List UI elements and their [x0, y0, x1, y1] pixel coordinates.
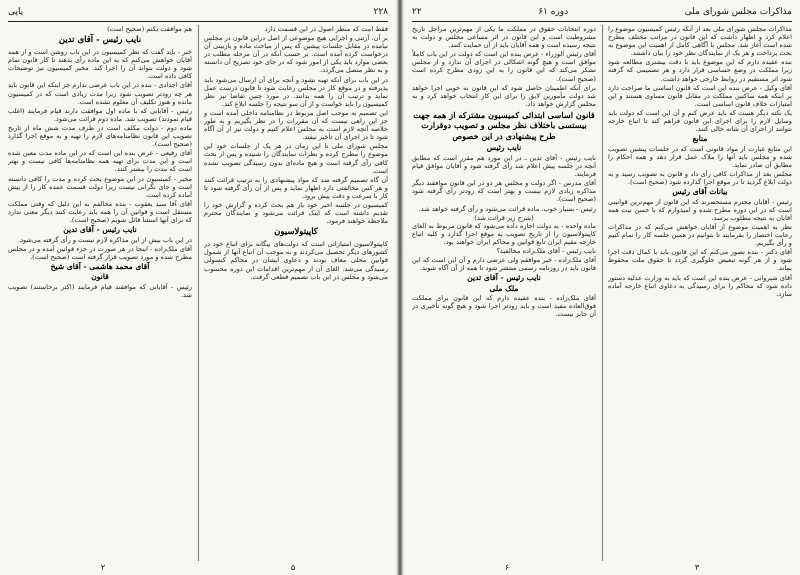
section-heading: نایب رئیس - آقای تدین: [58, 35, 142, 46]
speaker-heading: نایب رئیس - آقای تدین: [467, 273, 541, 283]
reading-note: (شرح زیر قرائت شد): [474, 213, 534, 222]
speaker-heading: قانون: [91, 272, 109, 282]
book-gutter: [396, 0, 404, 575]
header-rule: [412, 21, 792, 22]
paragraph: هم موافقت بکنم (صحیح است): [107, 25, 192, 33]
footer-number: ۵: [290, 563, 296, 572]
paragraph: نایب رئیس - آقای تدین ـ در این مورد هم مقرر است که مطابق آنچه در جلسه پیش اعلام شد رأی گرفته شود و آقایان موافق قیام فرمایند.: [412, 153, 596, 179]
paragraph: برای آنکه اطمینان حاصل شود که این قانون به خوبی اجرا خواهد شد دولت مأمورین لایق را برای این کار انتخاب خواهد کرد و به مجلس گزارش خواهد داد.: [412, 83, 596, 108]
paragraph: ماده دوم - دولت مکلف است در ظرف مدت شش ماه از تاریخ تصویب این قانون نظامنامه‌های لازم را تهیه و به موقع اجرا گذارد (صحیح است).: [8, 123, 192, 149]
bold-section-heading: قانون اساسی ابتدائی کمیسیون مشترکه از همه جهت بیستسی باختلاف نظر مجلس و تصویب دوقرارت طرح پیشنهادی در این خصوص: [413, 109, 595, 141]
left-page-number: ۲۲۸: [373, 7, 388, 17]
speaker-heading: نایب رئیس: [486, 143, 522, 153]
right-page-column-left: [412, 25, 596, 561]
speaker-heading: ملک ملی: [489, 283, 519, 293]
paragraph: این منابع عبارت از مواد قانونی است که در جلسات پیشین تصویب شده و مجلس باید آنها را ملاک عمل قرار دهد و همه احکام را مطابق آن صادر نماید.: [608, 144, 792, 169]
paragraph: مذاکرات مجلس شورای ملی بعد از آنکه رئیس کمیسیون موضوع را اعلام کرد و اظهار داشت که این قانون در مراتب مختلف مطرح شده است آغاز شد. مجلس با آگاهی کامل از اهمیت این موضوع به بحث پرداخت و هر یک از نمایندگان نظر خود را بیان داشتند.: [608, 25, 792, 58]
paragraph: دوره انتخابات حقوق در مملکت ما یکی از مهم‌ترین مراحل تاریخ مشروطیت است و این قانون در اثر مساعی مجلس و دولت به نتیجه رسیده است و همه آقایان باید از آن حمایت کنند.: [412, 25, 596, 50]
left-page-header: [8, 5, 388, 19]
right-page-column-right: [608, 25, 792, 561]
right-page-title: مذاکرات مجلس شورای ملی: [684, 7, 792, 17]
right-page-session: دوره ۶۱: [538, 7, 569, 17]
paragraph: آقای ملک‌زاده - اینجا در هر صورت در جزء قوانین آمده و در مجلس مطرح شده و مورد تصویب قرار گرفته است (صحیح است).: [8, 244, 192, 261]
paragraph: آقای وکیل - عرض بنده این است که قانون اساسی ما صراحت دارد بر اینکه همه ساکنین مملکت در مقابل قانون مساوی هستند و این امتیازات خلاف قانون اساسی است.: [608, 83, 792, 108]
section-heading: کاپیتولاسیون: [274, 227, 318, 238]
speaker-heading: آقای محمد هاشمی - آقای شیخ: [50, 261, 150, 271]
paragraph: ماده واحده - به دولت اجازه داده می‌شود که قانون مربوط به الغای کاپیتولاسیون را از تاریخ تصویب به موقع اجرا گذارد و کلیه اتباع خارجه مقیم ایران تابع قوانین و محاکم ایران خواهند بود.: [412, 221, 596, 246]
paragraph: فقط امت که منظر اصول در این قسمت دارد: [264, 25, 388, 33]
right-page-footer: [412, 563, 792, 573]
right-page-number: ۲۲: [412, 7, 422, 17]
paragraph: مخبر - کمیسیون در این موضوع بحث کرده و مدت را کافی دانسته است و جای نگرانی نیست زیرا دولت قسمت عمده کار را از پیش آماده کرده است.: [8, 174, 192, 199]
right-page: [404, 0, 800, 575]
right-page-header: [412, 5, 792, 19]
paragraph: آقای دکتر - بنده تصور می‌کنم که این قانون باید با کمال دقت اجرا شود و از هر گونه تبعیض جلوگیری گردد تا حقوق ملت محفوظ بماند.: [608, 248, 792, 273]
left-page-column-right: [204, 25, 388, 561]
column-divider: [198, 25, 199, 561]
paragraph: رئیس - بسیار خوب، ماده قرائت می‌شود و رأی گرفته خواهد شد.: [418, 204, 596, 213]
footer-number: ۲: [100, 563, 106, 572]
footer-number: ۳: [694, 563, 700, 572]
paragraph: آقای ملک‌زاده - خیر موافقم ولی عرضی دارم و آن این است که این قانون باید در روزنامه رسمی منتشر شود تا همه از آن آگاه شوند.: [412, 256, 596, 273]
column-divider: [602, 25, 603, 561]
speaker-heading: نایب رئیس - آقای تدین: [63, 225, 137, 235]
paragraph: این تصمیم به موجب اصل مربوط در نظامنامه داخلی آمده است و جز این راهی نیست که آن مقررات را در نظر بگیریم و به طور خلاصه آنچه لازم است به مجلس اعلام کنیم و دولت نیز از آن آگاه شود تا در اجرای آن تأخیر نیفتد.: [204, 108, 388, 142]
left-page: [0, 0, 396, 575]
paragraph: یک نکته دیگر هست که باید عرض کنم و آن این است که دولت باید وسایل لازم را برای اجرای این قانون فراهم کند تا اتباع خارجه نتوانند از اجرای آن شانه خالی کنند.: [608, 108, 792, 134]
header-rule: [8, 21, 388, 22]
paragraph: نظر به اهمیت موضوع از آقایان خواهش می‌کنم که در مذاکرات رعایت اختصار را بفرمایند تا بتوانیم در همین جلسه کار را تمام کنیم و رأی بگیریم.: [608, 222, 792, 248]
paragraph: آقای ملک‌زاده - بنده عقیده دارم که این قانون برای مملکت فوق‌العاده مفید است و باید زودتر اجرا شود و هیچ گونه تأخیری در آن جایز نیست.: [412, 294, 596, 319]
section-heading: منابع: [692, 134, 708, 144]
paragraph: در این باب برای آنکه تهیه نشود و آنچه برای آن ارسال می‌شود باید پذیرفته و در موقع کار در مجلس رعایت شود تا قانون درست عمل نماید و ترتیب آن را همه بدانند. در مورد چنین تقاضا نیز نظر کمیسیون را باید خواست و از آن سو نتیجه را جلسه ابلاغ کند.: [204, 75, 388, 108]
paragraph: رئیس - آقایانی که با ماده اول موافقت دارند قیام فرمایند (اغلب قیام نمودند) تصویب شد. ماده دوم قرائت می‌شود.: [8, 106, 192, 123]
paragraph: آقای رفیعی - عرض بنده این است که در این ماده مدت معین شده است و این مدت برای تهیه همه نظامنامه‌ها کافی نیست و بهتر است که مدت را بیشتر کنند.: [8, 149, 192, 174]
paragraph: بر آن، آرتنی و اجرایی هیچ موضوعی از اصل دراین قانون در مجلس نیامده در مقابل جلسات پیشین که پس از مباحث ماده و بازبینی آن درخواست کرده آمده است. بر حسب آنکه در آن مرحله مطلب در بعضی موارد باید یکی از امور شود که در جای خود تصریح آن دانسته و به نظر متصل می‌گردد.: [204, 34, 388, 75]
paragraph: مجلس شورای ملی تا این زمان در هر یک از جلسات خود این موضوع را مطرح کرده و نظرات نمایندگان را شنیده و پس از بحث کافی رأی گرفته است و هیچ ماده‌ای بدون رسیدگی تصویب نشده است.: [204, 142, 388, 175]
left-page-footer: [8, 563, 388, 573]
paragraph: آن گاه تصمیم گرفته شد که مواد پیشنهادی را به ترتیب قرائت کنند و هر کس مخالفتی دارد اظهار نماید و پس از آن رأی گرفته شود تا کار با سرعت و دقت پیش برود.: [204, 175, 388, 200]
paragraph: خبر - باید گفت که نظر کمیسیون در این باب روشن است و از همه آقایان خواهش می‌کنم که به این ماده رأی بدهند تا کار قانون تمام شود و دولت بتواند آن را اجرا کند. مخبر کمیسیون نیز توضیحات کافی داده است.: [8, 48, 192, 81]
paragraph: آقای مدرس - اگر دولت و مجلس هر دو در این قانون موافقند دیگر مذاکره زیادی لازم نیست و بهتر است که زودتر رأی گرفته شود (صحیح است).: [412, 179, 596, 204]
paragraph: نایب رئیس - آقای ملک‌زاده مخالفید؟: [496, 246, 596, 255]
paragraph: رئیس - آقایانی که موافقند قیام فرمایند (اکثر برخاستند) تصویب شد.: [8, 282, 192, 299]
paragraph: آقای شیروانی - عرض بنده این است که باید به وزارت عدلیه دستور داده شود که محاکم را برای رسیدگی به دعاوی اتباع خارجه آماده سازد.: [608, 273, 792, 298]
paragraph: بنده عقیده دارم که این موضوع باید با دقت بیشتری مطالعه شود زیرا مملکت در وضع حساسی قرار دارد و هر تصمیمی که گرفته شود اثر مستقیم در روابط خارجی خواهد داشت.: [608, 58, 792, 83]
paragraph: مجلس بعد از مذاکرات کافی رأی داد و قانون به تصویب رسید و به دولت ابلاغ گردید تا در موقع اجرا گذارده شود (صحیح است).: [608, 170, 792, 187]
left-page-title: پاپی: [8, 7, 24, 17]
paragraph: در این باب بیش از این مذاکره لازم نیست و رأی گرفته می‌شود.: [17, 235, 192, 244]
paragraph: رئیس - آقایان محترم مستحضرند که این قانون از مهم‌ترین قوانینی است که در این دوره مطرح شده و امیدوارم که با حسن نیت همه آقایان به نتیجه مطلوب برسد.: [608, 197, 792, 222]
paragraph: کاپیتولاسیون امتیازاتی است که دولت‌های بیگانه برای اتباع خود در کشورهای دیگر تحصیل می‌کردند و به موجب آن اتباع آنها از شمول قوانین محلی معاف بودند و دعاوی ایشان در محاکم کنسولی رسیدگی می‌شد. الغای آن از مهم‌ترین اقدامات این دوره محسوب می‌شود و مجلس در این باب تصمیم قطعی گرفت.: [204, 240, 388, 281]
footer-number: ۶: [504, 563, 510, 572]
left-page-column-left: [8, 25, 192, 561]
section-heading: بیانات آقای رئیس: [672, 187, 728, 197]
paragraph: آقای رئیس الوزراء - عرض بنده این است که دولت در این باب کاملاً موافق است و هیچ گونه اشکالی در اجرای آن ندارد و از مجلس تشکر می‌کند که این قانون را به این زودی مطرح کرده است (صحیح است).: [412, 50, 596, 83]
paragraph: آقای آقا سید یعقوب - بنده مخالفم به این دلیل که وقتی مملکت مستقل است و قوانین آن را همه باید رعایت کنند دیگر معنی ندارد که برای آنها استثنا قائل شویم (صحیح است).: [8, 199, 192, 224]
paragraph: کمیسیون در جلسه اخیر خود باز هم بحث کرده و گزارش خود را تقدیم داشته است که اینک قرائت می‌شود و نمایندگان محترم ملاحظه خواهند فرمود.: [204, 200, 388, 226]
paragraph: آقای اجدادی - بنده در این باب عرضی ندارم جز اینکه این قانون باید هر چه زودتر تصویب شود زیرا مدت زیادی است که در کمیسیون مانده و هنوز تکلیف آن معلوم نشده است.: [8, 81, 192, 106]
